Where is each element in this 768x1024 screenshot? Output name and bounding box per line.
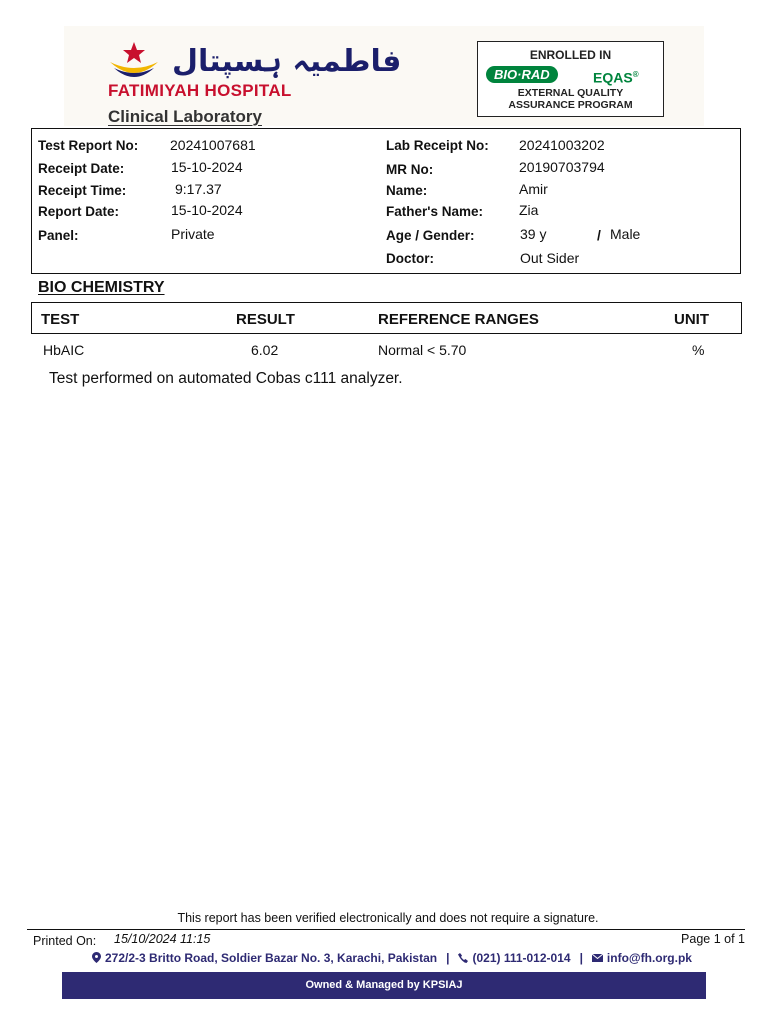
verification-note: This report has been verified electronically and does not require a signature.: [177, 911, 599, 925]
address: 272/2-3 Britto Road, Soldier Bazar No. 3, Karachi, Pakistan: [105, 951, 438, 965]
analyzer-note: Test performed on automated Cobas c111 analyzer.: [49, 370, 403, 387]
name-label: Name:: [386, 183, 428, 198]
age-value: 39 y: [520, 226, 547, 242]
panel-label: Panel:: [38, 228, 79, 243]
receipt-time-value: 9:17.37: [175, 181, 222, 197]
page-number: Page 1 of 1: [681, 932, 745, 946]
crescent-star-logo-icon: [104, 40, 164, 80]
eqas-line-2: ASSURANCE PROGRAM: [508, 99, 633, 111]
lab-receipt-no-label: Lab Receipt No:: [386, 138, 489, 153]
age-gender-label: Age / Gender:: [386, 228, 475, 243]
age-gender-slash: /: [597, 227, 601, 243]
row-result: 6.02: [251, 342, 279, 358]
report-date-value: 15-10-2024: [171, 202, 243, 218]
contact-separator: |: [446, 951, 450, 965]
contact-separator-2: |: [579, 951, 583, 965]
doctor-value: Out Sider: [520, 250, 580, 266]
test-report-no-label: Test Report No:: [38, 138, 139, 153]
fathers-name-label: Father's Name:: [386, 204, 483, 219]
lab-name: Clinical Laboratory: [108, 107, 262, 126]
section-title: BIO CHEMISTRY: [38, 279, 165, 296]
col-unit: UNIT: [674, 311, 709, 328]
name-value: Amir: [519, 181, 548, 197]
mr-no-value: 20190703794: [519, 159, 605, 175]
eqas-badge: [477, 41, 664, 117]
email-icon: [592, 954, 603, 962]
printed-on-label: Printed On:: [33, 934, 97, 948]
col-test: TEST: [41, 311, 80, 328]
hospital-name-urdu: فاطمیہ ہسپتال: [172, 44, 402, 79]
phone-icon: [458, 953, 468, 963]
row-unit: %: [692, 342, 705, 358]
test-report-no-value: 20241007681: [170, 137, 256, 153]
row-test: HbAIC: [43, 342, 85, 358]
results-table-header: [31, 302, 742, 334]
footer-divider: [27, 929, 745, 930]
report-date-label: Report Date:: [38, 204, 120, 219]
col-reference-ranges: REFERENCE RANGES: [378, 311, 539, 328]
printed-on-value: 15/10/2024 11:15: [114, 932, 211, 946]
fathers-name-value: Zia: [519, 202, 539, 218]
doctor-label: Doctor:: [386, 251, 434, 266]
mr-no-label: MR No:: [386, 162, 434, 177]
receipt-date-label: Receipt Date:: [38, 161, 125, 176]
gender-value: Male: [610, 226, 641, 242]
contact-line: [92, 951, 692, 965]
eqas-line-1: EXTERNAL QUALITY: [517, 87, 624, 99]
lab-receipt-no-value: 20241003202: [519, 137, 605, 153]
biorad-logo: BIO·RAD: [486, 66, 558, 83]
eqas-reg: ®: [632, 70, 639, 79]
email: info@fh.org.pk: [606, 951, 692, 965]
receipt-time-label: Receipt Time:: [38, 183, 127, 198]
eqas-program: [593, 66, 639, 87]
eqas-program-name: EQAS: [593, 69, 633, 86]
hospital-name: FATIMIYAH HOSPITAL: [108, 81, 292, 100]
eqas-enrolled: ENROLLED IN: [529, 48, 612, 62]
owned-by-bar: [62, 972, 706, 999]
panel-value: Private: [171, 226, 215, 242]
col-result: RESULT: [236, 311, 295, 328]
location-pin-icon: [92, 952, 101, 963]
phone: (021) 111-012-014: [472, 951, 571, 965]
receipt-date-value: 15-10-2024: [171, 159, 243, 175]
owned-by-text: Owned & Managed by KPSIAJ: [305, 979, 463, 991]
row-range: Normal < 5.70: [378, 342, 467, 358]
